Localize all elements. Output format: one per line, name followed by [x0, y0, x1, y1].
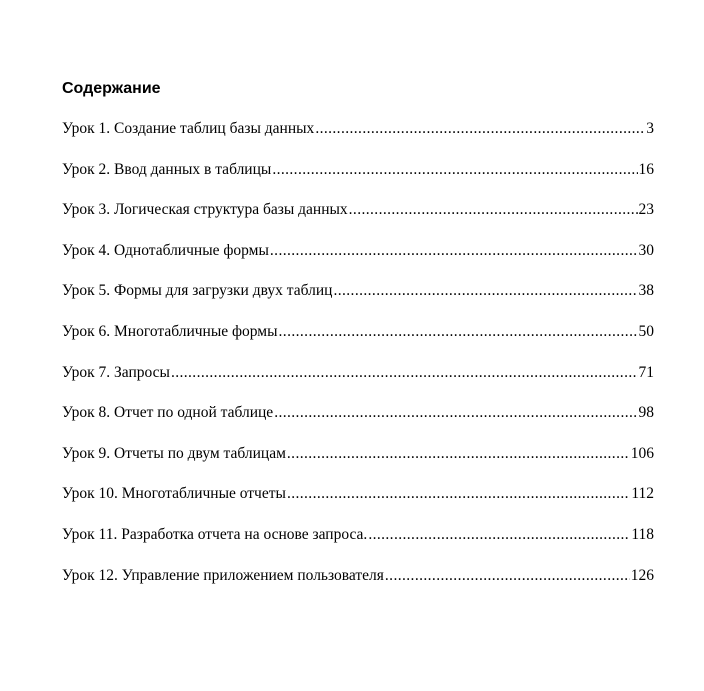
toc-heading: Содержание: [62, 80, 161, 97]
dot-leader: [272, 161, 637, 179]
toc-entry: [62, 485, 654, 526]
dot-leader: [368, 526, 630, 544]
dot-leader: [287, 445, 630, 463]
toc-entry-page: 106: [630, 444, 654, 462]
toc-entry-title: Урок 7. Запросы: [62, 363, 170, 381]
toc-entry: [62, 120, 654, 161]
dot-leader: [385, 567, 630, 585]
toc-entry-page: 118: [631, 525, 654, 543]
toc-entry-page: 16: [638, 160, 654, 178]
toc-entry-title: Урок 8. Отчет по одной таблице: [62, 404, 274, 422]
toc-entry: [62, 526, 654, 567]
toc-entry-page: 126: [630, 566, 654, 584]
toc-entry: [62, 161, 654, 202]
toc-entry-title: Урок 3. Логическая структура базы данных: [62, 201, 348, 219]
toc-entry-title: Урок 4. Однотабличные формы: [62, 241, 269, 259]
toc-entry: [62, 445, 654, 486]
toc-entry: [62, 567, 654, 608]
toc-list: [62, 120, 654, 607]
dot-leader: [287, 485, 630, 503]
toc-entry: [62, 404, 654, 445]
toc-entry-page: 23: [638, 201, 654, 219]
dot-leader: [279, 323, 638, 341]
toc-entry: [62, 282, 654, 323]
toc-entry-page: 38: [638, 282, 654, 300]
toc-entry-page: 98: [638, 404, 654, 422]
toc-entry-title: Урок 10. Многотабличные отчеты: [62, 485, 286, 503]
toc-entry-title: Урок 9. Отчеты по двум таблицам: [62, 444, 286, 462]
toc-entry-page: 30: [638, 241, 654, 259]
toc-entry-page: 71: [638, 363, 654, 381]
toc-entry-page: 112: [631, 485, 654, 503]
toc-entry-title: Урок 2. Ввод данных в таблицы: [62, 160, 272, 178]
toc-entry-title: Урок 11. Разработка отчета на основе запроса.: [62, 525, 368, 543]
dot-leader: [274, 404, 637, 422]
toc-entry-page: 3: [646, 120, 654, 137]
toc-entry-title: Урок 6. Многотабличные формы: [62, 322, 278, 340]
toc-entry-page: 50: [638, 322, 654, 340]
toc-entry: [62, 323, 654, 364]
toc-entry: [62, 242, 654, 283]
toc-entry: [62, 364, 654, 405]
dot-leader: [333, 282, 637, 300]
toc-entry: [62, 201, 654, 242]
dot-leader: [349, 201, 638, 219]
dot-leader: [171, 364, 638, 382]
toc-entry-title: Урок 12. Управление приложением пользователя: [62, 566, 384, 584]
toc-entry-title: Урок 1. Создание таблиц базы данных: [62, 120, 315, 137]
dot-leader: [315, 120, 645, 138]
toc-entry-title: Урок 5. Формы для загрузки двух таблиц: [62, 282, 333, 300]
dot-leader: [270, 242, 638, 260]
